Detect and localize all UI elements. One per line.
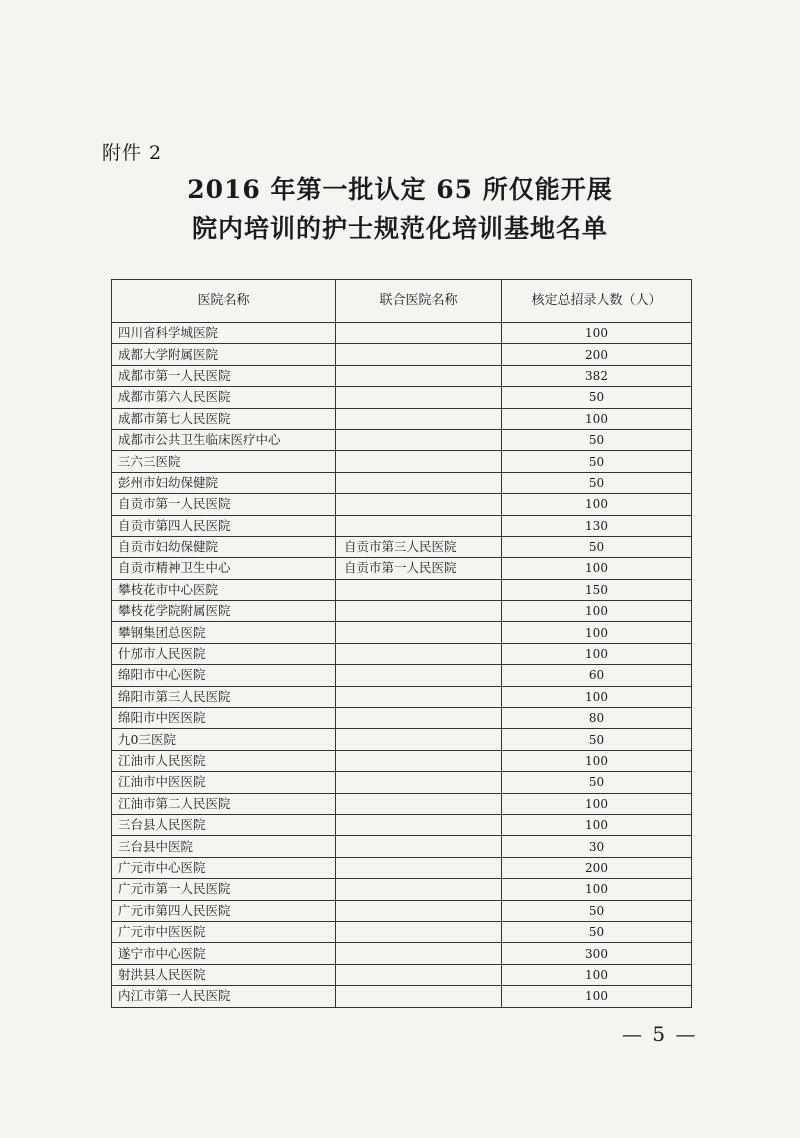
annex-label: 附件 2 [102, 142, 163, 164]
partner-hospital-cell: 自贡市第三人民医院 [336, 536, 502, 557]
partner-hospital-cell [336, 601, 502, 622]
title-line-2: 院内培训的护士规范化培训基地名单 [191, 214, 608, 243]
hospital-name-cell: 攀枝花学院附属医院 [112, 601, 336, 622]
table-row [112, 323, 692, 344]
quota-count-cell: 50 [502, 429, 692, 450]
partner-hospital-cell [336, 857, 502, 878]
partner-hospital-cell [336, 986, 502, 1007]
table-row [112, 750, 692, 771]
quota-count-cell: 100 [502, 494, 692, 515]
quota-count-cell: 100 [502, 686, 692, 707]
partner-hospital-cell [336, 643, 502, 664]
table-row [112, 601, 692, 622]
table-row [112, 344, 692, 365]
hospital-name-cell: 江油市第二人民医院 [112, 793, 336, 814]
table-row [112, 772, 692, 793]
table-row [112, 643, 692, 664]
hospital-name-cell: 江油市中医医院 [112, 772, 336, 793]
quota-count-cell: 100 [502, 814, 692, 835]
quota-count-cell: 100 [502, 601, 692, 622]
table-row [112, 365, 692, 386]
quota-count-cell: 80 [502, 708, 692, 729]
hospital-name-cell: 内江市第一人民医院 [112, 986, 336, 1007]
column-header-hospital: 医院名称 [112, 280, 336, 323]
partner-hospital-cell [336, 665, 502, 686]
quota-count-cell: 100 [502, 879, 692, 900]
partner-hospital-cell [336, 365, 502, 386]
quota-count-cell: 50 [502, 900, 692, 921]
partner-hospital-cell [336, 921, 502, 942]
table-row [112, 986, 692, 1007]
table-row [112, 472, 692, 493]
table-row [112, 622, 692, 643]
hospital-name-cell: 彭州市妇幼保健院 [112, 472, 336, 493]
partner-hospital-cell [336, 472, 502, 493]
table-row [112, 708, 692, 729]
quota-count-cell: 100 [502, 558, 692, 579]
quota-count-cell: 60 [502, 665, 692, 686]
partner-hospital-cell [336, 622, 502, 643]
table-row [112, 879, 692, 900]
table-row [112, 494, 692, 515]
hospital-name-cell: 自贡市妇幼保健院 [112, 536, 336, 557]
partner-hospital-cell [336, 793, 502, 814]
partner-hospital-cell [336, 729, 502, 750]
partner-hospital-cell [336, 494, 502, 515]
table-row [112, 665, 692, 686]
partner-hospital-cell [336, 900, 502, 921]
partner-hospital-cell [336, 408, 502, 429]
hospital-name-cell: 广元市中心医院 [112, 857, 336, 878]
column-header-partner: 联合医院名称 [336, 280, 502, 323]
partner-hospital-cell [336, 429, 502, 450]
hospital-name-cell: 攀枝花市中心医院 [112, 579, 336, 600]
quota-count-cell: 50 [502, 921, 692, 942]
hospital-name-cell: 成都市第一人民医院 [112, 365, 336, 386]
partner-hospital-cell [336, 344, 502, 365]
column-header-count: 核定总招录人数（人） [502, 280, 692, 323]
hospital-name-cell: 自贡市精神卫生中心 [112, 558, 336, 579]
partner-hospital-cell [336, 814, 502, 835]
partner-hospital-cell [336, 451, 502, 472]
table-row [112, 408, 692, 429]
quota-count-cell: 200 [502, 344, 692, 365]
quota-count-cell: 150 [502, 579, 692, 600]
table-row [112, 686, 692, 707]
quota-count-cell: 50 [502, 472, 692, 493]
quota-count-cell: 30 [502, 836, 692, 857]
quota-count-cell: 50 [502, 387, 692, 408]
quota-count-cell: 100 [502, 323, 692, 344]
hospital-name-cell: 三台县人民医院 [112, 814, 336, 835]
quota-count-cell: 100 [502, 643, 692, 664]
hospital-name-cell: 射洪县人民医院 [112, 964, 336, 985]
hospital-name-cell: 自贡市第一人民医院 [112, 494, 336, 515]
table-row [112, 857, 692, 878]
hospital-name-cell: 广元市中医医院 [112, 921, 336, 942]
table-header-row [112, 280, 692, 323]
table-row [112, 429, 692, 450]
quota-count-cell: 130 [502, 515, 692, 536]
partner-hospital-cell [336, 387, 502, 408]
quota-count-cell: 100 [502, 622, 692, 643]
hospital-name-cell: 绵阳市中心医院 [112, 665, 336, 686]
hospital-name-cell: 成都市第七人民医院 [112, 408, 336, 429]
hospital-table [111, 279, 692, 1008]
quota-count-cell: 100 [502, 408, 692, 429]
quota-count-cell: 100 [502, 986, 692, 1007]
quota-count-cell: 50 [502, 729, 692, 750]
page-number: — 5 — [622, 1022, 698, 1046]
table-row [112, 964, 692, 985]
table-row [112, 387, 692, 408]
partner-hospital-cell [336, 579, 502, 600]
partner-hospital-cell [336, 836, 502, 857]
hospital-name-cell: 自贡市第四人民医院 [112, 515, 336, 536]
hospital-name-cell: 绵阳市中医医院 [112, 708, 336, 729]
hospital-name-cell: 四川省科学城医院 [112, 323, 336, 344]
partner-hospital-cell [336, 879, 502, 900]
partner-hospital-cell [336, 515, 502, 536]
hospital-name-cell: 成都市第六人民医院 [112, 387, 336, 408]
hospital-name-cell: 攀钢集团总医院 [112, 622, 336, 643]
hospital-name-cell: 三六三医院 [112, 451, 336, 472]
hospital-name-cell: 成都大学附属医院 [112, 344, 336, 365]
table-row [112, 921, 692, 942]
hospital-name-cell: 遂宁市中心医院 [112, 943, 336, 964]
quota-count-cell: 100 [502, 750, 692, 771]
quota-count-cell: 50 [502, 772, 692, 793]
partner-hospital-cell: 自贡市第一人民医院 [336, 558, 502, 579]
quota-count-cell: 382 [502, 365, 692, 386]
hospital-name-cell: 江油市人民医院 [112, 750, 336, 771]
partner-hospital-cell [336, 323, 502, 344]
hospital-name-cell: 三台县中医院 [112, 836, 336, 857]
quota-count-cell: 50 [502, 536, 692, 557]
hospital-name-cell: 广元市第四人民医院 [112, 900, 336, 921]
quota-count-cell: 50 [502, 451, 692, 472]
quota-count-cell: 100 [502, 793, 692, 814]
table-row [112, 558, 692, 579]
hospital-name-cell: 九0三医院 [112, 729, 336, 750]
partner-hospital-cell [336, 708, 502, 729]
title-line-1: 2016 年第一批认定 65 所仅能开展 [187, 175, 613, 204]
hospital-name-cell: 绵阳市第三人民医院 [112, 686, 336, 707]
partner-hospital-cell [336, 964, 502, 985]
quota-count-cell: 100 [502, 964, 692, 985]
partner-hospital-cell [336, 686, 502, 707]
table-row [112, 814, 692, 835]
table-row [112, 793, 692, 814]
table-row [112, 900, 692, 921]
hospital-name-cell: 广元市第一人民医院 [112, 879, 336, 900]
partner-hospital-cell [336, 750, 502, 771]
partner-hospital-cell [336, 943, 502, 964]
table-row [112, 515, 692, 536]
table-row [112, 451, 692, 472]
quota-count-cell: 200 [502, 857, 692, 878]
hospital-name-cell: 成都市公共卫生临床医疗中心 [112, 429, 336, 450]
table-row [112, 943, 692, 964]
table-row [112, 836, 692, 857]
table-row [112, 729, 692, 750]
partner-hospital-cell [336, 772, 502, 793]
quota-count-cell: 300 [502, 943, 692, 964]
hospital-name-cell: 什邡市人民医院 [112, 643, 336, 664]
table-row [112, 579, 692, 600]
table-row [112, 536, 692, 557]
